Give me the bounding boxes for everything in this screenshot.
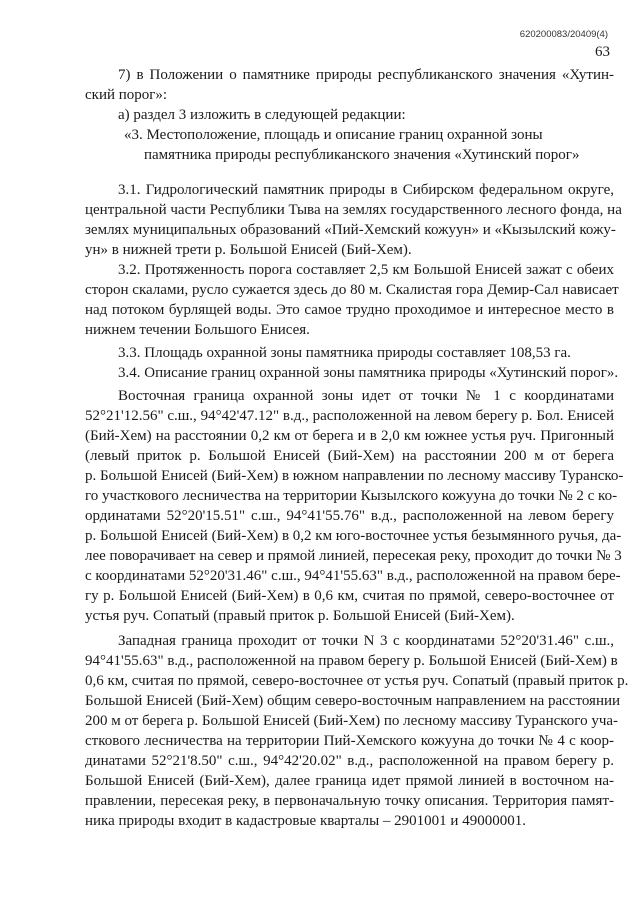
text-line: 94°41'55.63" в.д., расположенной на правом берегу р. Большой Енисей (Бий-Хем) в: [85, 653, 618, 669]
text-line: гу р. Большой Енисей (Бий-Хем) в 0,6 км, считая по прямой, северо-восточнее от: [85, 588, 614, 604]
text-line: 0,6 км, считая по прямой, северо-восточнее от устья руч. Сопатый (правый приток р.: [85, 673, 629, 689]
text-line: нижнем течении Большого Енисея.: [85, 322, 310, 338]
page-number: 63: [595, 44, 610, 60]
text-line: Западная граница проходит от точки N 3 с координатами 52°20'31.46" с.ш.,: [118, 633, 614, 649]
text-line: 52°21'12.56" с.ш., 94°42'47.12" в.д., расположенной на левом берегу р. Бол. Енисей: [85, 408, 614, 424]
text-line: Большой Енисей (Бий-Хем), далее граница идет прямой линией в восточном на-: [85, 773, 614, 789]
text-line: 3.4. Описание границ охранной зоны памятника природы «Хутинский порог».: [118, 365, 619, 381]
text-line: (Бий-Хем) на расстоянии 0,2 км от берега и в 2,0 км южнее устья руч. Пригонный: [85, 428, 614, 444]
text-line: ординатами 52°20'15.51" с.ш., 94°41'55.76" в.д., расположенной на левом берегу: [85, 508, 614, 524]
text-line: 200 м от берега р. Большой Енисей (Бий-Хем) по лесному массиву Туранского уча-: [85, 713, 619, 729]
text-line: сторон скалами, русло сужается здесь до 80 м. Скалистая гора Демир-Сал нависает: [85, 282, 619, 298]
text-line: «3. Местоположение, площадь и описание границ охранной зоны: [124, 127, 543, 143]
text-line: (левый приток р. Большой Енисей (Бий-Хем) на расстоянии 200 м от берега: [85, 448, 614, 464]
text-line: р. Большой Енисей (Бий-Хем) в южном направлении по лесному массиву Туранско-: [85, 468, 624, 484]
text-line: ун» в нижней трети р. Большой Енисей (Бий-Хем).: [85, 242, 412, 258]
text-line: ника природы входит в кадастровые кварталы – 2901001 и 49000001.: [85, 813, 526, 829]
text-line: 3.3. Площадь охранной зоны памятника природы составляет 108,53 га.: [118, 345, 571, 361]
text-line: а) раздел 3 изложить в следующей редакции:: [118, 107, 406, 123]
text-line: землях муниципальных образований «Пий-Хемский кожуун» и «Кызылский кожу-: [85, 222, 616, 238]
text-line: ский порог»:: [85, 87, 168, 103]
text-line: 3.2. Протяженность порога составляет 2,5 км Большой Енисей зажат с обеих: [118, 262, 614, 278]
text-line: Большой Енисей (Бий-Хем) общим северо-восточным направлением на расстоянии: [85, 693, 621, 709]
text-line: правлении, пересекая реку, в первоначальную точку описания. Территория памят-: [85, 793, 614, 809]
text-line: Восточная граница охранной зоны идет от точки № 1 с координатами: [118, 388, 614, 404]
text-line: с координатами 52°20'31.46" с.ш., 94°41'55.63" в.д., расположенной на правом бере-: [85, 568, 621, 584]
document-id: 620200083/20409(4): [519, 29, 608, 40]
text-line: р. Большой Енисей (Бий-Хем) в 0,2 км юго-восточнее устья безымянного ручья, да-: [85, 528, 622, 544]
text-line: динатами 52°21'8.50" с.ш., 94°42'20.02" в.д., расположенной на правом берегу р.: [85, 753, 614, 769]
text-line: го участкового лесничества на территории Кызылского кожууна до точки № 2 с ко-: [85, 488, 618, 504]
text-line: памятника природы республиканского значения «Хутинский порог»: [144, 147, 580, 163]
text-line: лее поворачивает на север и прямой линией, пересекая реку, проходит до точки № 3: [85, 548, 622, 564]
text-line: 7) в Положении о памятнике природы республиканского значения «Хутин-: [118, 67, 614, 83]
text-line: центральной части Республики Тыва на землях государственного лесного фонда, на: [85, 202, 622, 218]
text-line: устья руч. Сопатый (правый приток р. Большой Енисей (Бий-Хем).: [85, 608, 515, 624]
text-line: 3.1. Гидрологический памятник природы в Сибирском федеральном округе,: [118, 182, 614, 198]
text-line: сткового лесничества на территории Пий-Хемского кожууна до точки № 4 с коор-: [85, 733, 614, 749]
text-line: над потоком бурлящей воды. Это самое трудно проходимое и интересное место в: [85, 302, 614, 318]
